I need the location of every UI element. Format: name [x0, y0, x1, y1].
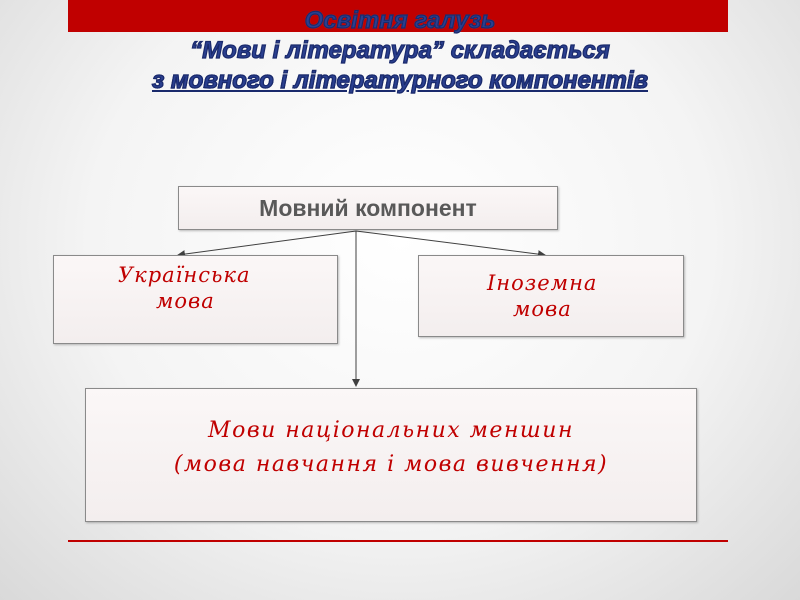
root-node-language-component — [178, 186, 558, 230]
title-line-3: з мовного і літературного компонентів — [151, 67, 649, 94]
bottom-accent-rule — [68, 540, 728, 542]
slide-title — [40, 6, 760, 96]
node-foreign-line-2: мова — [513, 297, 572, 321]
root-node-label: Мовний компонент — [259, 194, 477, 221]
connector-to-foreign — [356, 231, 545, 255]
node-minorities-line-2: (мова навчання і мова вивчення) — [173, 452, 609, 477]
node-foreign-language — [418, 255, 684, 337]
node-foreign-line-1: Іноземна — [487, 271, 598, 295]
node-ukrainian-line-2: мова — [156, 289, 215, 313]
connector-to-ukrainian — [178, 231, 356, 255]
title-line-2: “Мови і література” складається — [190, 37, 610, 64]
node-minorities-line-1: Мови національних меншин — [208, 418, 574, 443]
node-minority-languages — [85, 388, 697, 522]
node-ukrainian-language — [53, 255, 338, 344]
title-line-1: Освітня галузь — [304, 7, 496, 34]
node-ukrainian-line-1: Українська — [118, 263, 251, 287]
